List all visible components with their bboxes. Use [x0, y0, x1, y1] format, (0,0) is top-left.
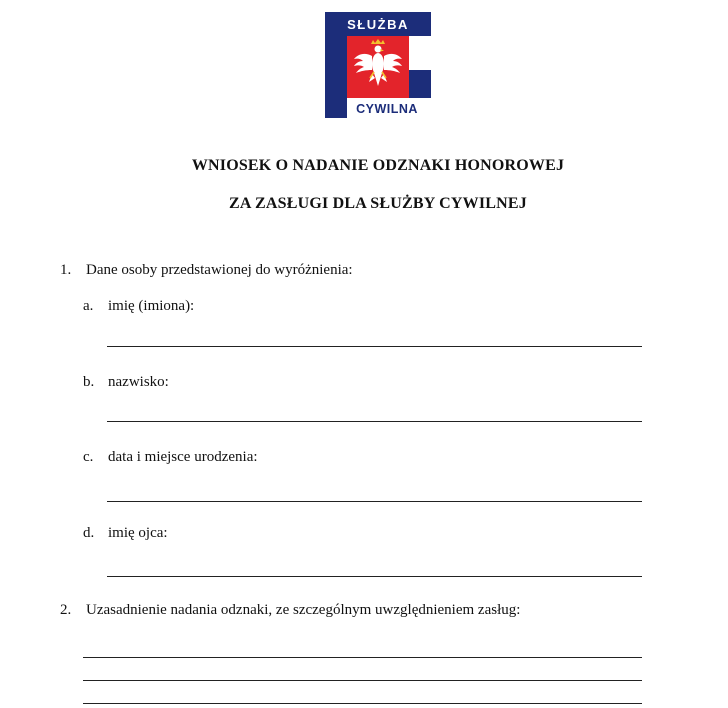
civil-service-logo	[325, 12, 431, 118]
father-name-input-line[interactable]	[107, 576, 642, 577]
document-title-line-2: ZA ZASŁUGI DLA SŁUŻBY CYWILNEJ	[229, 195, 527, 212]
given-names-input-line[interactable]	[107, 346, 642, 347]
birth-date-place-input-line[interactable]	[107, 501, 642, 502]
logo-bottom-text: CYWILNA	[356, 102, 418, 116]
justification-input-line-1[interactable]	[83, 657, 642, 658]
logo-left-band	[325, 12, 347, 118]
item-b-letter: b.	[83, 374, 95, 390]
item-c-label: data i miejsce urodzenia:	[108, 449, 258, 465]
section-1-number: 1.	[60, 262, 72, 278]
justification-input-line-2[interactable]	[83, 680, 642, 681]
item-a-label: imię (imiona):	[108, 298, 195, 314]
civil-service-emblem	[325, 12, 431, 118]
item-a-letter: a.	[83, 298, 94, 314]
item-d-label: imię ojca:	[108, 525, 168, 541]
item-c-letter: c.	[83, 449, 94, 465]
section-1-label: Dane osoby przedstawionej do wyróżnienia:	[86, 262, 353, 278]
item-b-label: nazwisko:	[108, 374, 169, 390]
justification-input-line-3[interactable]	[83, 703, 642, 704]
logo-top-text: SŁUŻBA	[347, 17, 409, 32]
document-title-line-1: WNIOSEK O NADANIE ODZNAKI HONOROWEJ	[191, 157, 565, 174]
section-2-label: Uzasadnienie nadania odznaki, ze szczególnym uwzględnieniem zasług:	[86, 602, 521, 618]
item-d-letter: d.	[83, 525, 95, 541]
section-2-number: 2.	[60, 602, 72, 618]
surname-input-line[interactable]	[107, 421, 642, 422]
